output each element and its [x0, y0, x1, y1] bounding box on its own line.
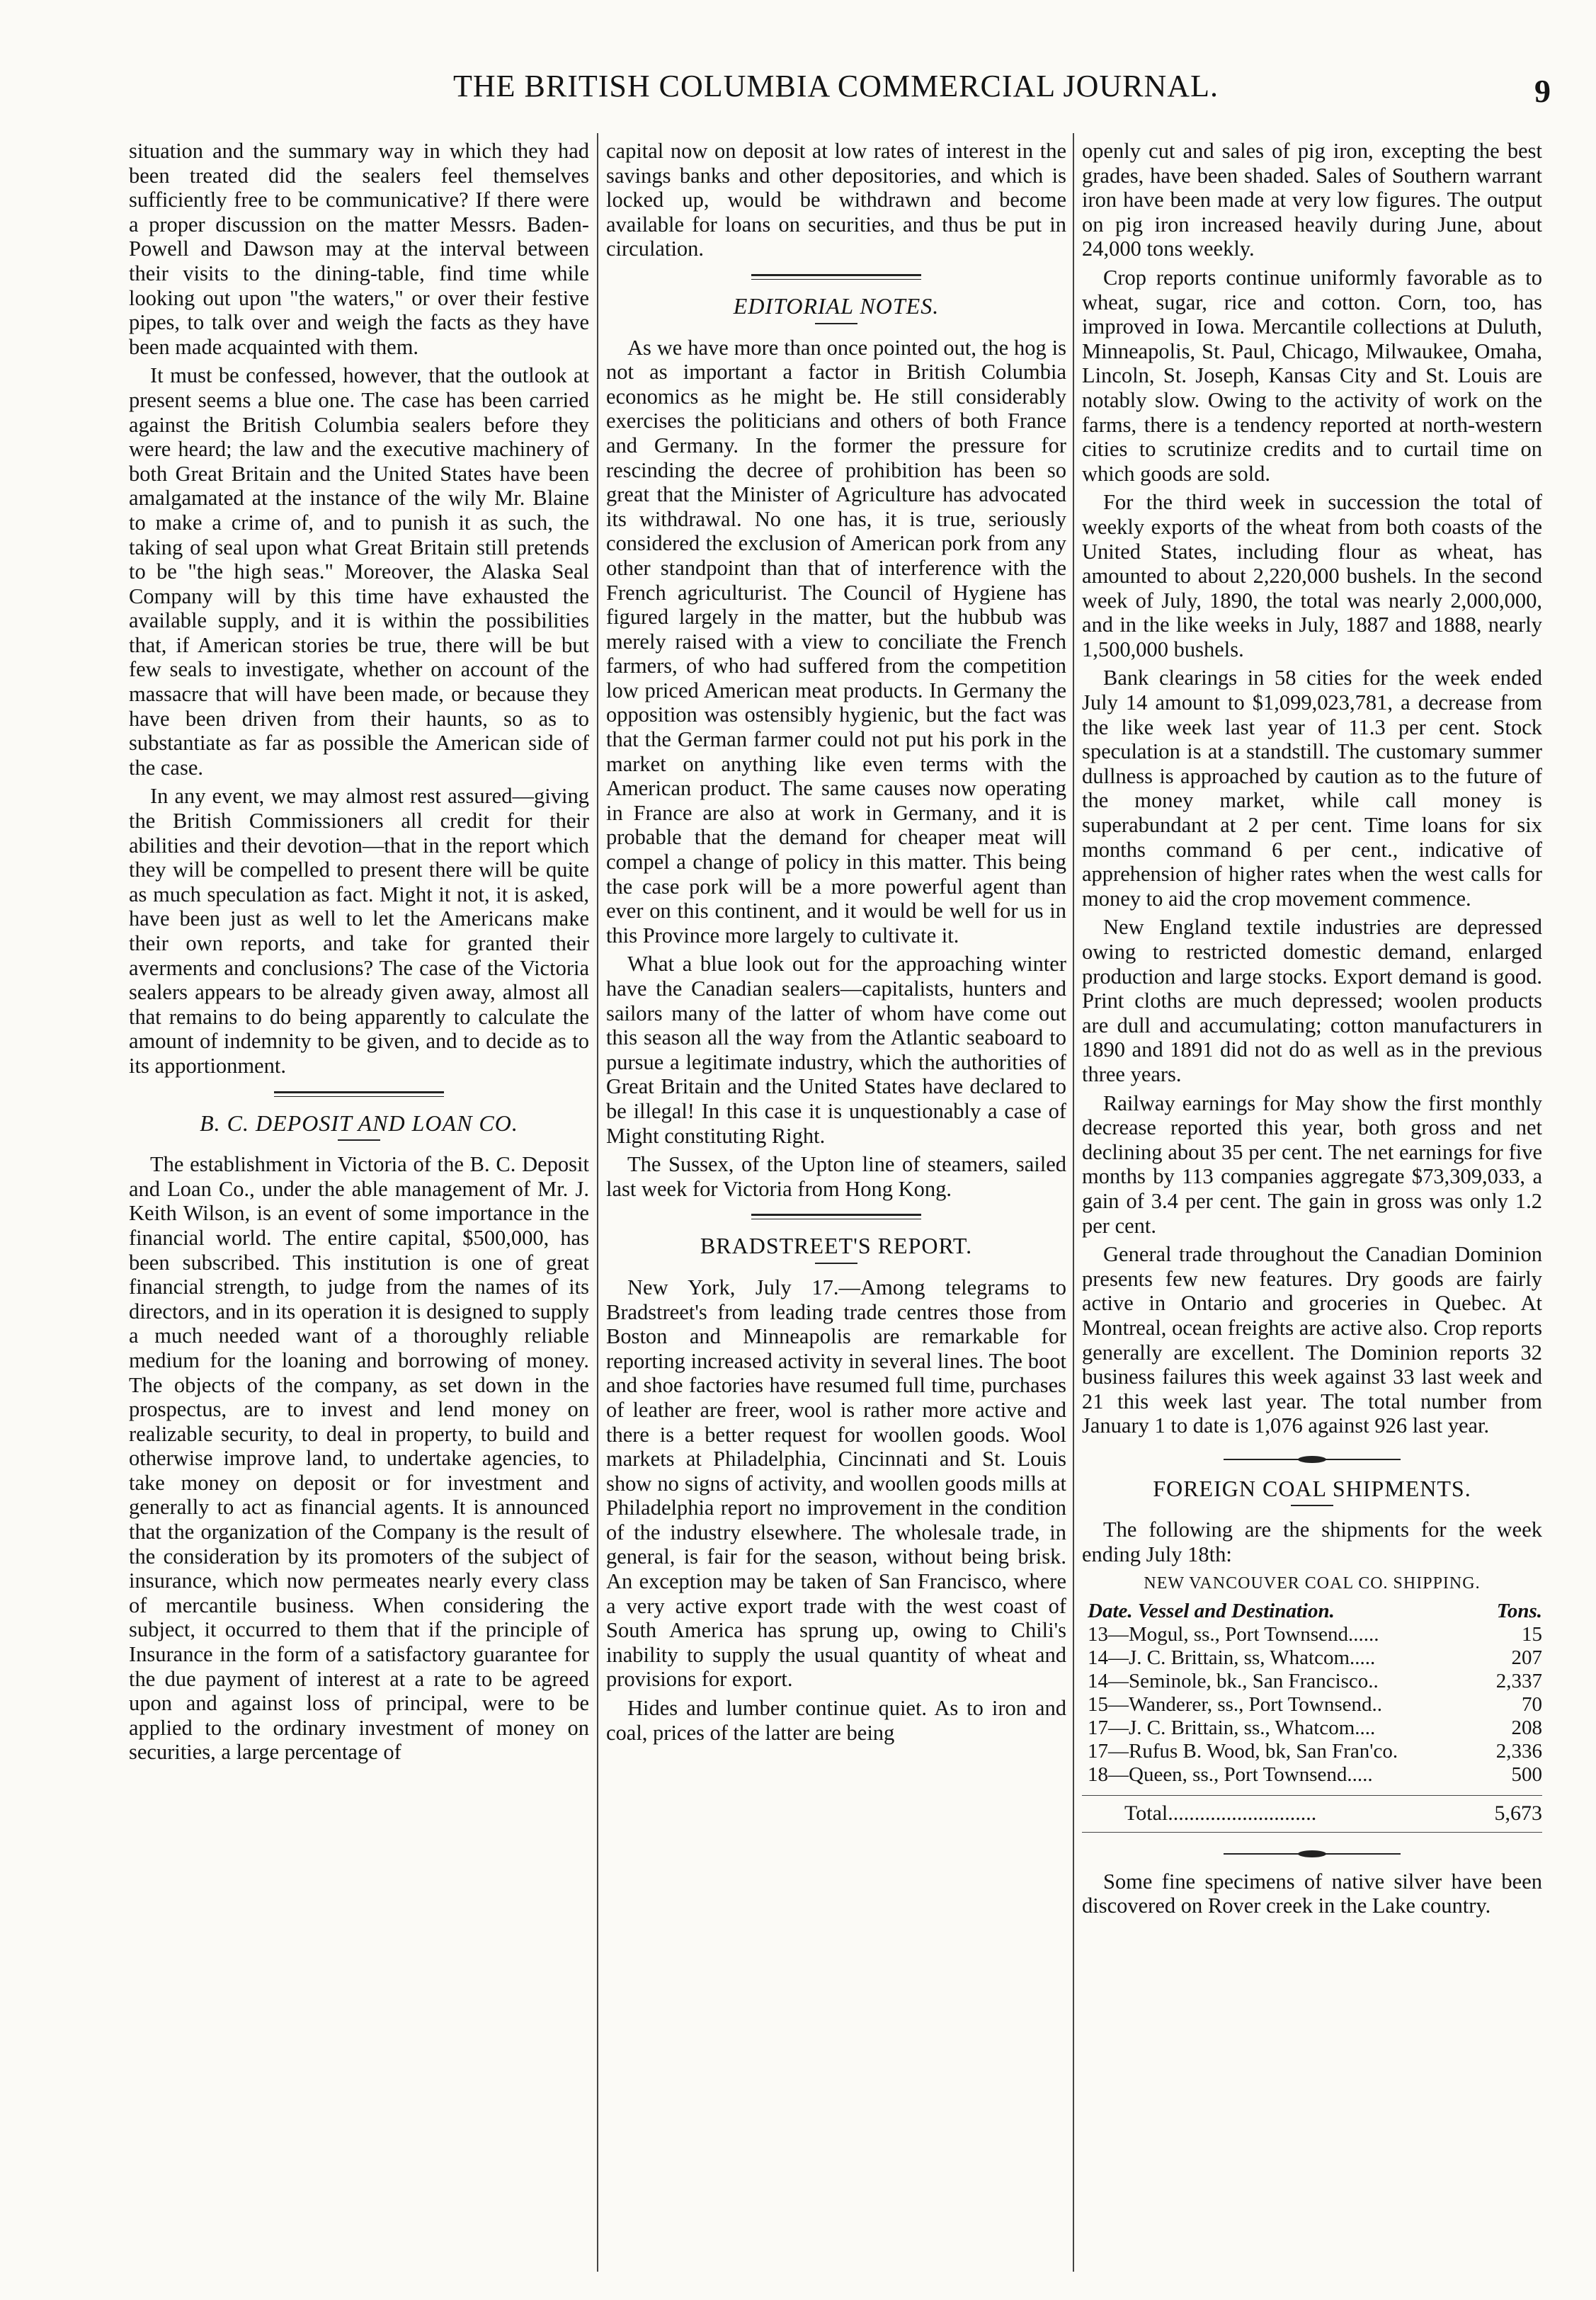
shipment-row: [1082, 1763, 1542, 1787]
shipment-row: [1082, 1670, 1542, 1693]
section-title: BRADSTREET'S REPORT.: [700, 1233, 973, 1259]
section-divider: [751, 274, 921, 280]
page-header: [127, 68, 1551, 118]
paragraph: For the third week in succession the total of weekly exports of the wheat from both coasts of the United States, including flour as wheat, has amounted to about 2,220,000 bushels. In the second week of July, 1890, the total was nearly 2,000,000, and in the like weeks in July, 1887 and 1888, nearly 1,500,000 bushels.: [1082, 490, 1542, 661]
shipment-tons: 2,337: [1495, 1670, 1542, 1693]
ornament-divider: [1224, 1847, 1401, 1861]
shipment-tons: 70: [1522, 1693, 1542, 1717]
ornament-divider: [1224, 1452, 1401, 1467]
total-label: Total............................: [1124, 1801, 1317, 1826]
paragraph: New York, July 17.—Among telegrams to Bradstreet's from leading trade centres those from Boston and Minneapolis are remarkable for reporting increased activity in several lines. The boot and shoe factories have resumed full time, purchases of leather are freer, wool is rather more active and there is a better request for woollen goods. Wool markets at Philadelphia, Cincinnati and St. Louis show no signs of activity, and woollen goods mills at Philadelphia report no improvement in the condition of the industry elsewhere. The wholesale trade, in general, is fair for the season, without being brisk. An exception may be taken of San Francisco, where a very active export trade with the west coast of South America has sprung up, owing to Chili's inability to supply the usual quantity of wheat and provisions for export.: [606, 1275, 1066, 1692]
paragraph: Crop reports continue uniformly favorable as to wheat, sugar, rice and cotton. Corn, too, has improved in Iowa. Mercantile collections at Duluth, Minneapolis, St. Paul, Chicago, Milwaukee, Omaha, Lincoln, St. Joseph, Kansas City and St. Louis are notably slow. Owing to the activity of work on the farms, there is a tendency reported at north-western cities to scrutinize credits and to curtail time on which goods are sold.: [1082, 265, 1542, 486]
paragraph: In any event, we may almost rest assured—giving the British Commissioners all credit for their abilities and their devotion—that in the report which they will be compelled to present there will be quite as much speculation as fact. Might it not, it is asked, have been just as well to let the Americans make their own reports, and take for granted their averments and conclusions? The case of the Victoria sealers appears to be already given away, almost all that remains to do being apparently to calculate the amount of indemnity to be given, and to decide as to its apportionment.: [129, 784, 589, 1078]
column-2: [606, 139, 1066, 2277]
column-1: [129, 139, 589, 2277]
section-title: EDITORIAL NOTES.: [733, 292, 940, 319]
shipment-total-row: [1082, 1795, 1542, 1833]
paragraph: capital now on deposit at low rates of interest in the savings banks and other depositories, and which is locked up, would be withdrawn and become available for loans on securities, and thus be put in circulation.: [606, 139, 1066, 261]
title-dash: [815, 1263, 857, 1264]
shipment-tons: 208: [1511, 1717, 1542, 1740]
column-divider: [597, 133, 598, 2272]
paragraph: Hides and lumber continue quiet. As to iron and coal, prices of the latter are being: [606, 1696, 1066, 1745]
shipment-tons: 500: [1511, 1763, 1542, 1787]
paragraph: openly cut and sales of pig iron, excepting the best grades, have been shaded. Sales of Southern warrant iron have been made at very low figures. The output on pig iron increased heavily during June, about 24,000 tons weekly.: [1082, 139, 1542, 261]
paragraph: Some fine specimens of native silver have been discovered on Rover creek in the Lake country.: [1082, 1869, 1542, 1918]
shipment-desc: 17—Rufus B. Wood, bk, San Fran'co.: [1088, 1740, 1398, 1763]
paragraph: The following are the shipments for the week ending July 18th:: [1082, 1518, 1542, 1567]
page-number: 9: [1534, 73, 1551, 109]
shipment-tons: 15: [1522, 1623, 1542, 1646]
column-3: [1082, 139, 1542, 2277]
shipment-header-row: [1082, 1600, 1542, 1623]
shipment-tons: 207: [1511, 1646, 1542, 1670]
shipment-desc: 14—J. C. Brittain, ss, Whatcom.....: [1088, 1646, 1376, 1670]
section-divider: [274, 1091, 444, 1097]
section-divider: [751, 1214, 921, 1219]
shipment-desc: 14—Seminole, bk., San Francisco..: [1088, 1670, 1379, 1693]
paragraph: Railway earnings for May show the first monthly decrease reported this year, both gross and net declining about 35 per cent. The net earnings for five months by 113 companies aggregate $73,309,033, a gain of 3.4 per cent. The gain in gross was only 1.2 per cent.: [1082, 1091, 1542, 1238]
shipment-desc: 15—Wanderer, ss., Port Townsend..: [1088, 1693, 1382, 1717]
shipment-tons: 2,336: [1495, 1740, 1542, 1763]
title-dash: [338, 1139, 380, 1141]
total-value: 5,673: [1494, 1801, 1542, 1826]
paragraph: It must be confessed, however, that the outlook at present seems a blue one. The case has been carried against the British Columbia sealers before they were heard; the law and the executive machinery of both Great Britain and the United States have been amalgamated at the instance of the wily Mr. Blaine to make a crime of, and to punish it as such, the taking of seal upon what Great Britain still pretends to be "the high seas." Moreover, the Alaska Seal Company will by this time have exhausted the available supply, and it is within the possibilities that, if American stories be true, there will be but few seals to investigate, whether on account of the massacre that will have been made, or because they have been driven from their haunts, so as to substantiate as far as possible the American side of the case.: [129, 363, 589, 780]
paragraph: situation and the summary way in which they had been treated did the sealers feel themselves sufficiently free to be communicative? If there were a proper discussion on the matter Messrs. Baden-Powell and Dawson may at the interval between their visits to the dining-table, find time while looking out upon "the waters," or over their festive pipes, to talk over and weigh the facts as they have been made acquainted with them.: [129, 139, 589, 359]
paragraph: The establishment in Victoria of the B. C. Deposit and Loan Co., under the able management of Mr. J. Keith Wilson, is an event of some importance in the financial world. The entire capital, $500,000, has been subscribed. This institution is one of great financial strength, to judge from the names of its directors, and in its operation it is designed to supply a much needed want of a thoroughly reliable medium for the loaning and borrowing of money. The objects of the company, as set down in the prospectus, are to invest and lend money on realizable security, to deal in property, to build and otherwise improve land, to undertake agencies, to take money on deposit or for investment and generally to act as financial agents. It is announced that the organization of the Company is the result of the consideration by its promoters of the subject of insurance, which now permeates nearly every class of mercantile business. When considering the subject, it occurred to them that if the principle of Insurance in the form of a satisfactory guarantee for the due payment of interest at a rate to be agreed upon and against loss of principal, were to be applied to the ordinary investment of money on securities, a large percentage of: [129, 1152, 589, 1765]
paragraph: General trade throughout the Canadian Dominion presents few new features. Dry goods are fairly active in Ontario and groceries in Quebec. At Montreal, ocean freights are active also. Crop reports generally are excellent. The Dominion reports 32 business failures this week against 33 last week and 21 this week last year. The total number from January 1 to date is 1,076 against 926 last year.: [1082, 1242, 1542, 1438]
shipment-desc: 18—Queen, ss., Port Townsend.....: [1088, 1763, 1373, 1787]
shipment-header-left: Date. Vessel and Destination.: [1088, 1600, 1335, 1623]
paragraph: The Sussex, of the Upton line of steamers, sailed last week for Victoria from Hong Kong.: [606, 1152, 1066, 1201]
title-dash: [1291, 1505, 1333, 1506]
shipment-row: [1082, 1717, 1542, 1740]
shipment-row: [1082, 1740, 1542, 1763]
journal-title: THE BRITISH COLUMBIA COMMERCIAL JOURNAL.: [453, 69, 1219, 103]
shipment-row: [1082, 1693, 1542, 1717]
paragraph: Bank clearings in 58 cities for the week ended July 14 amount to $1,099,023,781, a decrease from the like week last year of 11.3 per cent. Stock speculation is at a standstill. The customary summer dullness is approached by caution as to the future of the money market, while call money is superabundant at 2 per cent. Time loans for six months command 6 per cent., indicative of apprehension of higher rates when the west calls for money to aid the crop movement commence.: [1082, 666, 1542, 911]
shipment-header-right: Tons.: [1496, 1600, 1542, 1623]
shipping-subtitle: NEW VANCOUVER COAL CO. SHIPPING.: [1144, 1573, 1481, 1593]
shipment-row: [1082, 1623, 1542, 1646]
paragraph: What a blue look out for the approaching winter have the Canadian sealers—capitalists, hunters and sailors many of the latter of whom have come out this season all the way from the Atlantic seaboard to pursue a legitimate industry, which the authorities of Great Britain and the United States have declared to be illegal! In this case it is unquestionably a case of Might constituting Right.: [606, 952, 1066, 1148]
shipment-row: [1082, 1646, 1542, 1670]
column-divider: [1073, 133, 1074, 2272]
shipment-desc: 13—Mogul, ss., Port Townsend......: [1088, 1623, 1379, 1646]
section-title: FOREIGN COAL SHIPMENTS.: [1153, 1475, 1471, 1501]
section-title: B. C. DEPOSIT AND LOAN CO.: [200, 1110, 518, 1136]
paragraph: New England textile industries are depressed owing to restricted domestic demand, enlarged production and large stocks. Export demand is good. Print cloths are much depressed; woolen products are dull and accumulating; cotton manufacturers in 1890 and 1891 did not do as well as in the previous three years.: [1082, 915, 1542, 1086]
title-dash: [815, 323, 857, 324]
shipment-desc: 17—J. C. Brittain, ss., Whatcom....: [1088, 1717, 1376, 1740]
paragraph: As we have more than once pointed out, the hog is not as important a factor in British Columbia economics as he might be. He still considerably exercises the politicians and others of both France and Germany. In the former the pressure for rescinding the decree of prohibition has been so great that the Minister of Agriculture has advocated its withdrawal. No one has, it is true, seriously considered the exclusion of American pork from any other standpoint than that of interference with the French agriculturist. The Council of Hygiene has figured largely in the matter, but the hubbub was merely raised with a view to conciliate the French farmers, of who had suffered from the competition low priced American meat products. In Germany the opposition was ostensibly hygienic, but the fact was that the German farmer could not put his pork in the market on anything like even terms with the American product. The same causes now operating in France are also at work in Germany, and it is probable that the demand for cheaper meat will compel a change of policy in this matter. This being the case pork will be a more powerful agent than ever on this continent, and it would be well for us in this Province more largely to cultivate it.: [606, 335, 1066, 947]
